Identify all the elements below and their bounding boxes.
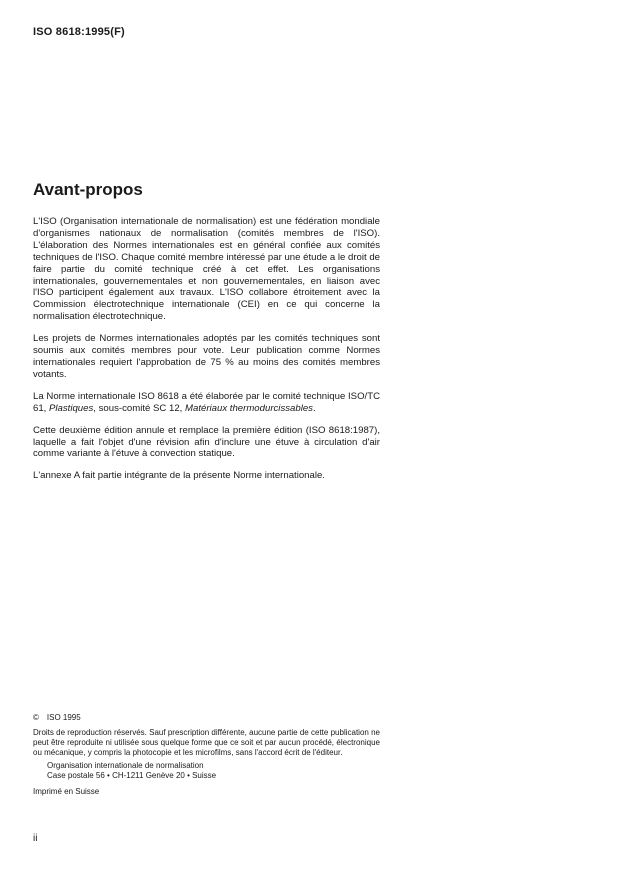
copyright-line bbox=[33, 713, 380, 723]
copyright-block bbox=[33, 713, 380, 797]
copyright-icon: © bbox=[33, 713, 39, 722]
paragraph-committee bbox=[33, 391, 380, 415]
copyright-notice: ISO 1995 bbox=[46, 713, 81, 722]
subcommittee-name: Matériaux thermodurcissables bbox=[185, 402, 313, 414]
organization-name: Organisation internationale de normalisation bbox=[47, 761, 204, 770]
foreword-body bbox=[33, 216, 380, 492]
committee-text-3: . bbox=[312, 402, 316, 414]
postal-address: Case postale 56 • CH-1211 Genève 20 • Suisse bbox=[47, 771, 217, 780]
document-code: ISO 8618:1995(F) bbox=[33, 26, 125, 38]
rights-statement: Droits de reproduction réservés. Sauf prescription différente, aucune partie de cette publication ne peut être reproduite ni utilisée sous quelque forme que ce soit et par aucun procédé, électronique ou mécanique, y compris la photocopie et les microfilms, sans l'accord écrit de l'éditeur. bbox=[33, 728, 380, 757]
committee-name: Plastiques bbox=[49, 402, 94, 414]
organization-address bbox=[47, 761, 380, 781]
printed-in: Imprimé en Suisse bbox=[33, 787, 100, 796]
paragraph-iso-description: L'ISO (Organisation internationale de normalisation) est une fédération mondiale d'organismes nationaux de normalisation (comités membres de l'ISO). L'élaboration des Normes internationales est en général confiée aux comités techniques de l'ISO. Chaque comité membre intéressé par une étude a le droit de faire partie du comité technique créé à cet effet. Les organisations internationales, gouvernementales et non gouvernementales, en liaison avec l'ISO participent également aux travaux. L'ISO collabore étroitement avec la Commission électrotechnique internationale (CEI) en ce qui concerne la normalisation électrotechnique. bbox=[33, 216, 380, 323]
committee-text-2: , sous-comité SC 12, bbox=[93, 402, 185, 414]
paragraph-voting: Les projets de Normes internationales adoptés par les comités techniques sont soumis aux comités membres pour vote. Leur publication comme Normes internationales requiert l'approbation de 75 % au moins des comités membres votants. bbox=[33, 333, 380, 380]
paragraph-annex: L'annexe A fait partie intégrante de la présente Norme internationale. bbox=[33, 470, 325, 482]
paragraph-edition: Cette deuxième édition annule et remplace la première édition (ISO 8618:1987), laquelle a fait l'objet d'une révision afin d'inclure une étuve à circulation d'air comme variante à l'étuve à convection statique. bbox=[33, 424, 380, 460]
committee-text-1: La Norme internationale ISO 8618 a été élaborée par le comité technique ISO/TC 61, bbox=[33, 390, 380, 414]
section-title: Avant-propos bbox=[33, 180, 143, 199]
page-number: ii bbox=[33, 833, 38, 844]
